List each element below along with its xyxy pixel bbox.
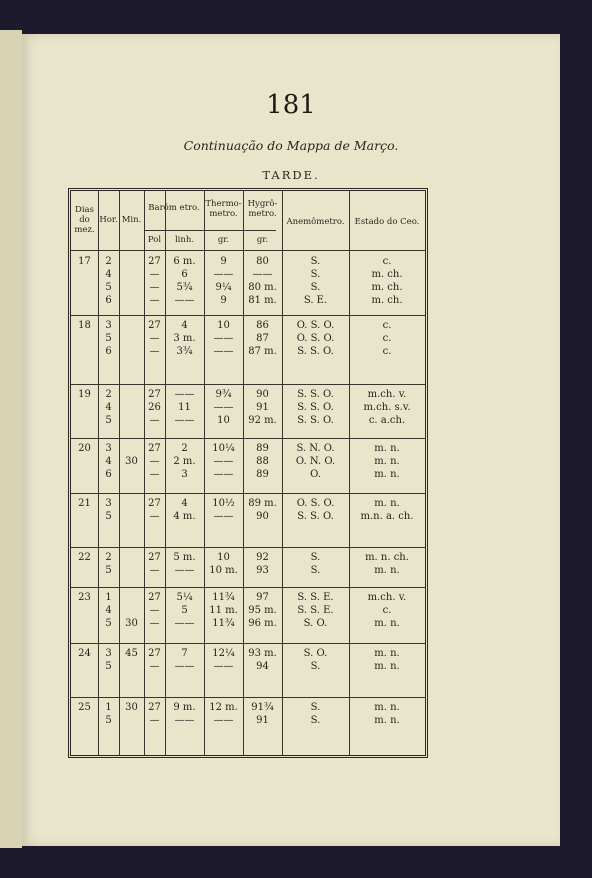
header-linh: linh.	[174, 235, 195, 245]
hygro-cell: 89	[256, 469, 269, 480]
thermo-cell: 9	[220, 295, 227, 306]
hor-cell: 5	[105, 715, 112, 726]
linh-cell: 4 m.	[173, 511, 196, 522]
hygro-cell: 89 m.	[248, 498, 277, 509]
anemo-cell: S. S. O.	[297, 389, 334, 400]
pol-cell: —	[149, 415, 160, 426]
estado-cell: m.ch. v.	[367, 389, 407, 400]
page-number: 181	[266, 90, 316, 120]
header-sky-state: Estado do Ceo.	[354, 217, 420, 227]
pol-cell: 27	[148, 592, 161, 603]
thermo-cell: ——	[213, 661, 234, 672]
header-days: Dias do mez.	[74, 205, 95, 235]
hor-cell: 3	[105, 320, 112, 331]
estado-cell: m. ch.	[371, 269, 403, 280]
estado-cell: c.	[382, 320, 392, 331]
day-cell: 24	[78, 648, 91, 659]
estado-cell: c. a.ch.	[368, 415, 406, 426]
anemo-cell: S. S. O.	[297, 346, 334, 357]
hor-cell: 6	[105, 346, 112, 357]
linh-cell: 2 m.	[173, 456, 196, 467]
header-thermometer: Thermo-metro.	[205, 199, 242, 219]
linh-cell: 5 m.	[173, 552, 196, 563]
hygro-cell: 93 m.	[248, 648, 277, 659]
pol-cell: 27	[148, 498, 161, 509]
linh-cell: ——	[174, 661, 195, 672]
pol-cell: 27	[148, 702, 161, 713]
hygro-cell: 92	[256, 552, 269, 563]
estado-cell: m. ch.	[371, 282, 403, 293]
pol-cell: —	[149, 346, 160, 357]
estado-cell: m. n.	[374, 498, 400, 509]
hor-cell: 4	[105, 605, 112, 616]
estado-cell: c.	[382, 346, 392, 357]
linh-cell: 6	[181, 269, 188, 280]
pol-cell: —	[149, 469, 160, 480]
linh-cell: ——	[174, 715, 195, 726]
hygro-cell: 80 m.	[248, 282, 277, 293]
estado-cell: m. n.	[374, 469, 400, 480]
thermo-cell: 12 m.	[209, 702, 238, 713]
pol-cell: 27	[148, 256, 161, 267]
hor-cell: 4	[105, 402, 112, 413]
linh-cell: 4	[181, 320, 188, 331]
linh-cell: 3	[181, 469, 188, 480]
hygro-cell: 97	[256, 592, 269, 603]
thermo-cell: 9¼	[215, 282, 232, 293]
day-cell: 25	[78, 702, 91, 713]
hor-cell: 1	[105, 592, 112, 603]
hor-cell: 2	[105, 552, 112, 563]
min-cell: 45	[125, 648, 138, 659]
thermo-cell: 10 m.	[209, 565, 238, 576]
pol-cell: 27	[148, 320, 161, 331]
day-cell: 21	[78, 498, 91, 509]
hor-cell: 1	[105, 702, 112, 713]
thermo-cell: 12¼	[212, 648, 235, 659]
anemo-cell: S.	[310, 552, 321, 563]
anemo-cell: O. S. O.	[296, 498, 335, 509]
min-cell: 30	[125, 456, 138, 467]
pol-cell: 26	[148, 402, 161, 413]
anemo-cell: O.	[310, 469, 321, 480]
header-thermo-unit: gr.	[217, 235, 230, 245]
pol-cell: 27	[148, 552, 161, 563]
hygro-cell: 91¾	[251, 702, 274, 713]
thermo-cell: ——	[213, 715, 234, 726]
thermo-cell: ——	[213, 333, 234, 344]
hygro-cell: 95 m.	[248, 605, 277, 616]
anemo-cell: S.	[310, 661, 321, 672]
anemo-cell: S.	[310, 256, 321, 267]
pol-cell: —	[149, 605, 160, 616]
hygro-cell: 94	[256, 661, 269, 672]
hygro-cell: 87	[256, 333, 269, 344]
hygro-cell: 91	[256, 402, 269, 413]
anemo-cell: S. O.	[303, 648, 328, 659]
header-minute: Min.	[121, 215, 142, 225]
day-cell: 22	[78, 552, 91, 563]
day-cell: 23	[78, 592, 91, 603]
hygro-cell: 89	[256, 443, 269, 454]
facing-page-edge	[0, 30, 22, 848]
hor-cell: 4	[105, 456, 112, 467]
anemo-cell: O. S. O.	[296, 320, 335, 331]
pol-cell: —	[149, 269, 160, 280]
hor-cell: 5	[105, 661, 112, 672]
linh-cell: 3¾	[176, 346, 193, 357]
linh-cell: ——	[174, 389, 195, 400]
thermo-cell: ——	[213, 346, 234, 357]
day-cell: 17	[78, 256, 91, 267]
estado-cell: m. n.	[374, 648, 400, 659]
estado-cell: c.	[382, 333, 392, 344]
hygro-cell: 96 m.	[248, 618, 277, 629]
hor-cell: 2	[105, 389, 112, 400]
estado-cell: m. n.	[374, 702, 400, 713]
linh-cell: ——	[174, 618, 195, 629]
pol-cell: —	[149, 511, 160, 522]
thermo-cell: 10	[217, 320, 230, 331]
pol-cell: —	[149, 282, 160, 293]
hor-cell: 3	[105, 443, 112, 454]
pol-cell: 27	[148, 443, 161, 454]
hygro-cell: 93	[256, 565, 269, 576]
anemo-cell: S.	[310, 282, 321, 293]
pol-cell: —	[149, 661, 160, 672]
anemo-cell: S. S. O.	[297, 415, 334, 426]
thermo-cell: 10½	[212, 498, 235, 509]
thermo-cell: ——	[213, 469, 234, 480]
group-rule	[71, 438, 425, 439]
header-hygro-unit: gr.	[256, 235, 269, 245]
thermo-cell: 9¾	[215, 389, 232, 400]
estado-cell: m. ch.	[371, 295, 403, 306]
thermo-cell: ——	[213, 511, 234, 522]
group-rule	[71, 697, 425, 698]
table-subtitle: TARDE.	[262, 168, 320, 182]
hor-cell: 6	[105, 469, 112, 480]
pol-cell: —	[149, 618, 160, 629]
header-hygrometer: Hygrô-metro.	[247, 199, 278, 219]
pol-cell: —	[149, 456, 160, 467]
thermo-cell: ——	[213, 402, 234, 413]
thermo-cell: 10	[217, 415, 230, 426]
header-pol: Pol	[147, 235, 162, 245]
linh-cell: ——	[174, 565, 195, 576]
linh-cell: ——	[174, 295, 195, 306]
thermo-cell: 11¾	[212, 618, 235, 629]
book-page	[22, 34, 560, 846]
hor-cell: 5	[105, 333, 112, 344]
group-rule	[71, 547, 425, 548]
subheader-rule	[144, 230, 276, 231]
linh-cell: 5¾	[176, 282, 193, 293]
table-caption: Continuação do Mappa de Março.	[183, 138, 399, 153]
hygro-cell: 92 m.	[248, 415, 277, 426]
hor-cell: 3	[105, 648, 112, 659]
estado-cell: m. n.	[374, 618, 400, 629]
hor-cell: 3	[105, 498, 112, 509]
hygro-cell: 80	[256, 256, 269, 267]
header-rule	[71, 250, 425, 251]
group-rule	[71, 643, 425, 644]
linh-cell: 5¼	[176, 592, 193, 603]
header-hour: Hor.	[99, 215, 118, 225]
estado-cell: m. n.	[374, 565, 400, 576]
hor-cell: 5	[105, 618, 112, 629]
linh-cell: ——	[174, 415, 195, 426]
hor-cell: 5	[105, 511, 112, 522]
estado-cell: m. n.	[374, 443, 400, 454]
pol-cell: 27	[148, 648, 161, 659]
hor-cell: 5	[105, 415, 112, 426]
linh-cell: 2	[181, 443, 188, 454]
thermo-cell: ——	[213, 456, 234, 467]
day-cell: 18	[78, 320, 91, 331]
pol-cell: —	[149, 715, 160, 726]
hor-cell: 5	[105, 565, 112, 576]
weather-table	[68, 188, 428, 758]
min-cell: 30	[125, 618, 138, 629]
anemo-cell: S. O.	[303, 618, 328, 629]
anemo-cell: S.	[310, 702, 321, 713]
group-rule	[71, 493, 425, 494]
linh-cell: 5	[181, 605, 188, 616]
estado-cell: m. n.	[374, 715, 400, 726]
hygro-cell: ——	[252, 269, 273, 280]
anemo-cell: O. N. O.	[295, 456, 336, 467]
estado-cell: c.	[382, 256, 392, 267]
estado-cell: c.	[382, 605, 392, 616]
hor-cell: 2	[105, 256, 112, 267]
linh-cell: 11	[178, 402, 191, 413]
hor-cell: 6	[105, 295, 112, 306]
estado-cell: m. n.	[374, 456, 400, 467]
anemo-cell: S. S. E.	[297, 592, 334, 603]
pol-cell: 27	[148, 389, 161, 400]
estado-cell: m.ch. v.	[367, 592, 407, 603]
linh-cell: 7	[181, 648, 188, 659]
anemo-cell: S. S. O.	[297, 511, 334, 522]
pol-cell: —	[149, 565, 160, 576]
col-divider	[119, 191, 120, 755]
anemo-cell: S. S. E.	[297, 605, 334, 616]
group-rule	[71, 384, 425, 385]
thermo-cell: 11 m.	[209, 605, 238, 616]
pol-cell: —	[149, 295, 160, 306]
hygro-cell: 81 m.	[248, 295, 277, 306]
anemo-cell: S. S. O.	[297, 402, 334, 413]
header-barometer: Baróm etro.	[148, 203, 200, 213]
linh-cell: 9 m.	[173, 702, 196, 713]
thermo-cell: 11¾	[212, 592, 235, 603]
estado-cell: m.n. a. ch.	[360, 511, 414, 522]
group-rule	[71, 315, 425, 316]
anemo-cell: S.	[310, 269, 321, 280]
hygro-cell: 86	[256, 320, 269, 331]
anemo-cell: S.	[310, 565, 321, 576]
estado-cell: m.ch. s.v.	[363, 402, 411, 413]
linh-cell: 4	[181, 498, 188, 509]
linh-cell: 3 m.	[173, 333, 196, 344]
hygro-cell: 91	[256, 715, 269, 726]
hygro-cell: 90	[256, 511, 269, 522]
thermo-cell: 10¼	[212, 443, 235, 454]
anemo-cell: S. N. O.	[296, 443, 335, 454]
group-rule	[71, 587, 425, 588]
thermo-cell: ——	[213, 269, 234, 280]
anemo-cell: O. S. O.	[296, 333, 335, 344]
day-cell: 20	[78, 443, 91, 454]
anemo-cell: S. E.	[303, 295, 328, 306]
thermo-cell: 9	[220, 256, 227, 267]
hor-cell: 4	[105, 269, 112, 280]
hygro-cell: 87 m.	[248, 346, 277, 357]
thermo-cell: 10	[217, 552, 230, 563]
hor-cell: 5	[105, 282, 112, 293]
min-cell: 30	[125, 702, 138, 713]
day-cell: 19	[78, 389, 91, 400]
pol-cell: —	[149, 333, 160, 344]
hygro-cell: 90	[256, 389, 269, 400]
estado-cell: m. n. ch.	[365, 552, 409, 563]
anemo-cell: S.	[310, 715, 321, 726]
header-anemometer: Anemômetro.	[286, 217, 345, 227]
linh-cell: 6 m.	[173, 256, 196, 267]
hygro-cell: 88	[256, 456, 269, 467]
estado-cell: m. n.	[374, 661, 400, 672]
